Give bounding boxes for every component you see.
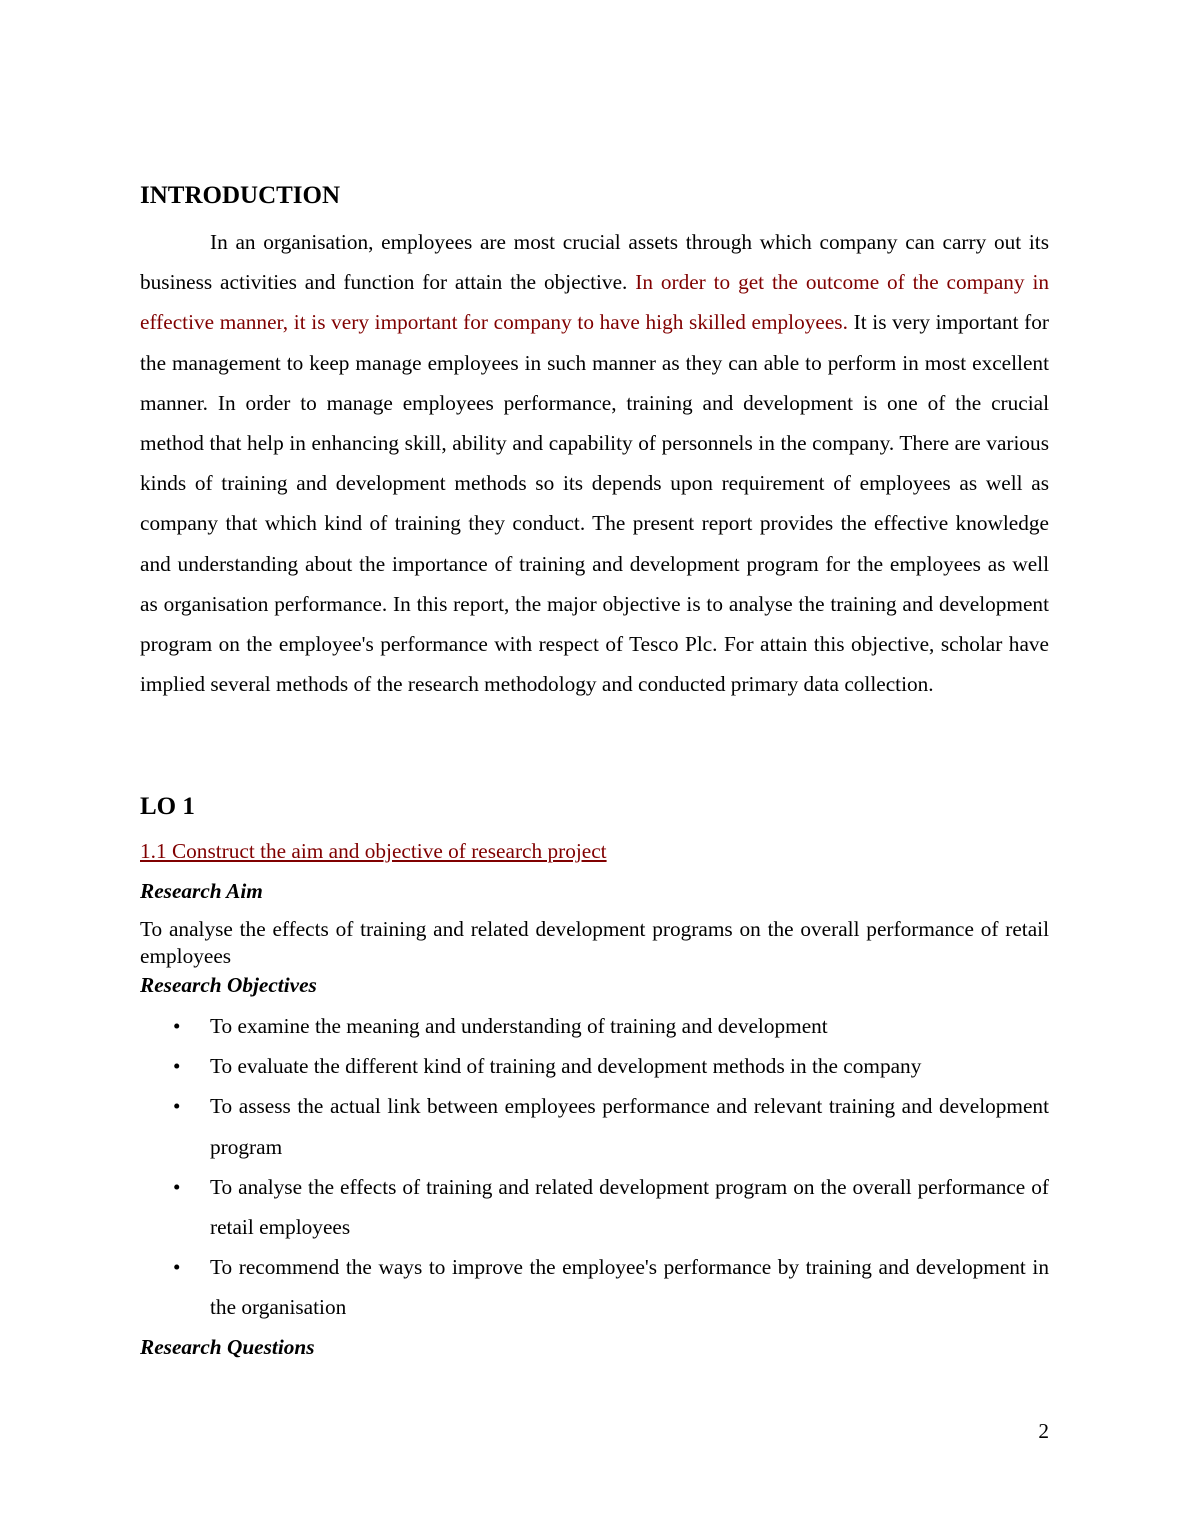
list-item (140, 1046, 1049, 1086)
section-heading-lo1: LO 1 (140, 793, 195, 820)
subheading-aim-objective: 1.1 Construct the aim and objective of research project (140, 839, 607, 863)
research-questions-heading: Research Questions (140, 1335, 315, 1359)
bullet-icon: • (173, 1174, 181, 1199)
intro-text-part2: It is very important for the management to keep manage employees in such manner as they can able to perform in most excellent manner. In order to manage employees performance, training and development is one of the crucial method that help in enhancing skill, ability and capability of personnels in the company. There are various kinds of training and development methods so its depends upon requirement of employees as well as company that which kind of training they conduct. The present report provides the effective knowledge and understanding about the importance of training and development program for the employees as well as organisation performance. In this report, the major objective is to analyse the training and development program on the employee's performance with respect of Tesco Plc. For attain this objective, scholar have implied several methods of the research methodology and conducted primary data collection. (140, 310, 1049, 697)
research-objectives-list (140, 1006, 1049, 1328)
research-aim-heading: Research Aim (140, 879, 263, 903)
objective-text: To examine the meaning and understanding of training and development (210, 1014, 828, 1038)
bullet-icon: • (173, 1014, 181, 1038)
document-page (140, 0, 1049, 1540)
bullet-icon: • (173, 1255, 181, 1280)
objective-text: To analyse the effects of training and related development program on the overall performance of retail employees (210, 1174, 1049, 1240)
objective-text: To assess the actual link between employees performance and relevant training and development program (210, 1094, 1049, 1159)
bullet-icon: • (173, 1094, 181, 1119)
objective-text: To recommend the ways to improve the employee's performance by training and development in the organisation (210, 1255, 1049, 1320)
intro-paragraph (140, 222, 1049, 704)
page-number: 2 (1038, 1419, 1049, 1443)
research-aim-text: To analyse the effects of training and related development programs on the overall performance of retail employees (140, 917, 1049, 968)
list-item (140, 1006, 1049, 1046)
bullet-icon: • (173, 1054, 181, 1079)
intro-highlighted-sentence: In order to get the outcome of the company in effective manner, it is very important for company to have high skilled employees. (140, 270, 1050, 335)
intro-text-part1: In an organisation, employees are most crucial assets through which company can carry out its business activities and function for attain the objective. (140, 230, 1049, 295)
list-item (140, 1247, 1049, 1327)
list-item (140, 1167, 1049, 1247)
objective-text: To evaluate the different kind of training and development methods in the company (210, 1054, 922, 1079)
section-heading-introduction: INTRODUCTION (140, 182, 341, 209)
list-item (140, 1086, 1049, 1166)
research-objectives-heading: Research Objectives (140, 973, 317, 997)
